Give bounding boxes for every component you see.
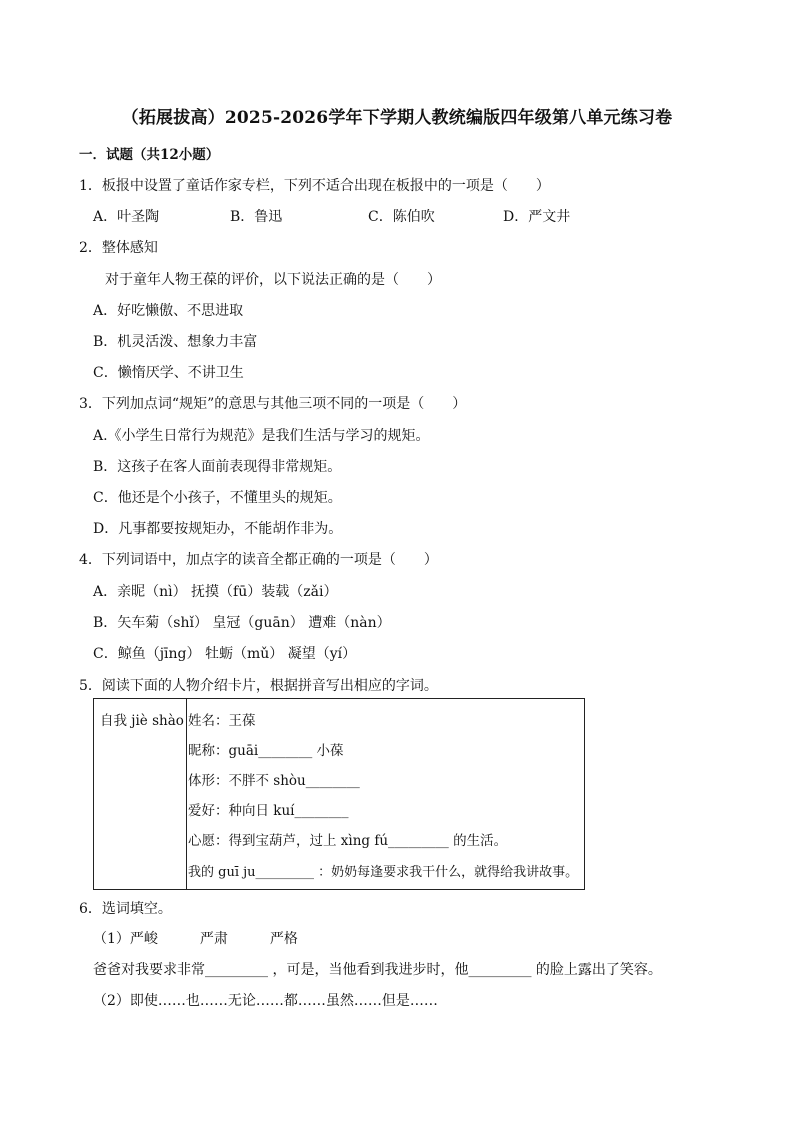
card-row-rules: 我的 guī ju_________ ：奶奶每逢要求我干什么，就得给我讲故事。 xyxy=(188,865,579,880)
page-title: （拓展拔高）2025-2026学年下学期人教统编版四年级第八单元练习卷 xyxy=(121,108,673,128)
q2-option-b: B．机灵活泼、想象力丰富 xyxy=(93,334,258,350)
question-2-stem: 2．整体感知 xyxy=(79,240,158,256)
card-row-hobby: 爱好：种向日 kuí________ xyxy=(188,803,349,819)
q4-option-c: C．鲸鱼（jīng） 牡蛎（mǔ） 凝望（yí） xyxy=(93,646,357,662)
q1-option-d: D．严文井 xyxy=(503,209,571,225)
q2-option-c: C．懒惰厌学、不讲卫生 xyxy=(93,365,244,381)
q3-option-c: C．他还是个小孩子，不懂里头的规矩。 xyxy=(93,490,342,506)
question-4-stem: 4．下列词语中，加点字的读音全都正确的一项是（ ） xyxy=(79,552,438,568)
question-6-stem: 6．选词填空。 xyxy=(79,901,172,917)
q4-option-b: B．矢车菊（shǐ） 皇冠（guān） 遭难（nàn） xyxy=(93,615,391,631)
card-row-wish: 心愿：得到宝葫芦，过上 xìng fú_________ 的生活。 xyxy=(188,833,508,849)
q3-option-d: D．凡事都要按规矩办，不能胡作非为。 xyxy=(93,521,343,537)
question-5-stem: 5．阅读下面的人物介绍卡片，根据拼音写出相应的字词。 xyxy=(79,678,438,694)
profile-card-table xyxy=(93,698,585,890)
card-column-divider xyxy=(186,699,187,889)
card-row-build: 体形：不胖不 shòu________ xyxy=(188,773,360,789)
section-heading: 一．试题（共12小题） xyxy=(79,147,220,163)
q3-option-b: B．这孩子在客人面前表现得非常规矩。 xyxy=(93,459,342,475)
q1-option-a: A．叶圣陶 xyxy=(93,209,160,225)
q1-option-c: C．陈伯吹 xyxy=(368,209,435,225)
question-1-stem: 1．板报中设置了童话作家专栏，下列不适合出现在板报中的一项是（ ） xyxy=(79,178,550,194)
question-3-stem: 3．下列加点词“规矩”的意思与其他三项不同的一项是（ ） xyxy=(79,396,467,412)
question-6-conjunctions: （2）即使……也……无论……都……虽然……但是…… xyxy=(93,993,438,1009)
question-6-word-choices: （1）严峻 严肃 严格 xyxy=(93,931,298,947)
card-label: 自我 jiè shào xyxy=(100,713,184,729)
q3-option-a: A.《小学生日常行为规范》是我们生活与学习的规矩。 xyxy=(93,428,430,444)
q4-option-a: A．亲昵（nì） 抚摸（fū）装载（zǎi） xyxy=(93,584,338,600)
card-row-name: 姓名：王葆 xyxy=(188,713,256,729)
question-6-sentence: 爸爸对我要求非常_________ ，可是，当他看到我进步时，他_________ 的脸上露出了笑容。 xyxy=(93,962,662,978)
q2-option-a: A．好吃懒傲、不思进取 xyxy=(93,303,244,319)
question-2-subprompt: 对于童年人物王葆的评价，以下说法正确的是（ ） xyxy=(105,272,441,288)
card-row-nickname: 昵称：guāi________ 小葆 xyxy=(188,743,344,759)
q1-option-b: B．鲁迅 xyxy=(230,209,283,225)
